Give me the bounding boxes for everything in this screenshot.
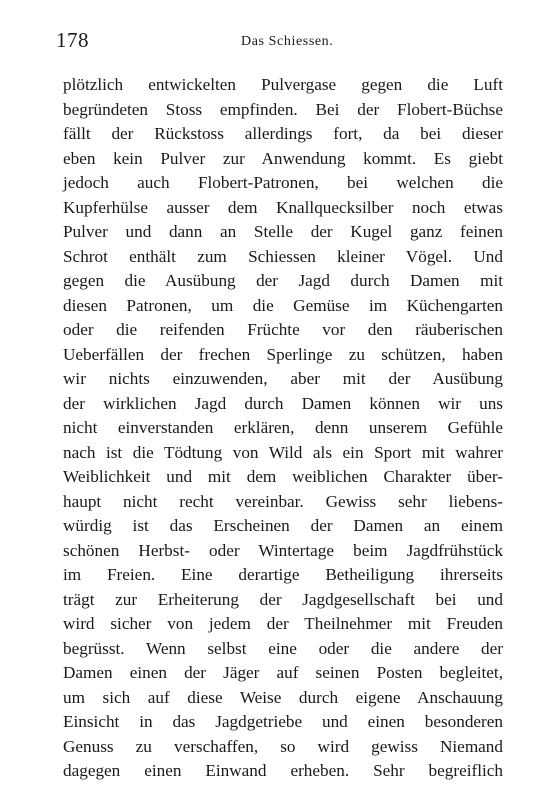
text-line: Damen einen der Jäger auf seinen Posten begleitet, [63,663,503,682]
text-line: nicht einverstanden erklären, denn unserem Gefühle [63,418,503,437]
text-line: dagegen einen Einwand erheben. Sehr begreiflich [63,761,503,780]
text-line: begrüsst. Wenn selbst eine oder die andere der [63,638,503,658]
text-line: Einsicht in das Jagdgetriebe und einen besonderen [63,712,503,731]
text-line: Weiblichkeit und mit dem weiblichen Charakter über- [63,467,503,486]
body-text [63,73,503,784]
text-line: um sich auf diese Weise durch eigene Anschauung [63,687,503,707]
text-line: Pulver und dann an Stelle der Kugel ganz feinen [63,222,503,241]
text-line: jedoch auch Flobert-Patronen, bei welchen die [63,173,503,192]
text-line: oder die reifenden Früchte vor den räuberischen [63,320,503,339]
text-line: Ueberfällen der frechen Sperlinge zu schützen, haben [63,344,503,364]
text-line: der wirklichen Jagd durch Damen können wir uns [63,393,503,413]
text-line: gegen die Ausübung der Jagd durch Damen mit [63,271,503,290]
text-line: nach ist die Tödtung von Wild als ein Sport mit wahrer [63,442,503,462]
text-line: schönen Herbst- oder Wintertage beim Jagdfrühstück [63,540,503,560]
text-line: würdig ist das Erscheinen der Damen an einem [63,516,503,535]
text-line: plötzlich entwickelten Pulvergase gegen die Luft [63,75,503,94]
text-line: Kupferhülse ausser dem Knallquecksilber noch etwas [63,197,503,217]
text-line: wird sicher von jedem der Theilnehmer mit Freuden [63,614,503,633]
running-head: Das Schiessen. [241,34,334,49]
text-line: fällt der Rückstoss allerdings fort, da bei dieser [63,124,503,143]
page-header [56,28,502,54]
text-line: eben kein Pulver zur Anwendung kommt. Es giebt [63,148,503,168]
text-line: trägt zur Erheiterung der Jagdgesellschaft bei und [63,589,503,609]
text-line: wir nichts einzuwenden, aber mit der Ausübung [63,369,503,388]
text-line: haupt nicht recht vereinbar. Gewiss sehr liebens- [63,491,503,511]
text-line: begründeten Stoss empfinden. Bei der Flobert-Büchse [63,99,503,119]
text-line: im Freien. Eine derartige Betheiligung ihrerseits [63,565,503,584]
page-number: 178 [56,28,89,52]
text-line: Schrot enthält zum Schiessen kleiner Vögel. Und [63,246,503,266]
text-line: Genuss zu verschaffen, so wird gewiss Niemand [63,736,503,756]
text-line: diesen Patronen, um die Gemüse im Küchengarten [63,295,503,315]
